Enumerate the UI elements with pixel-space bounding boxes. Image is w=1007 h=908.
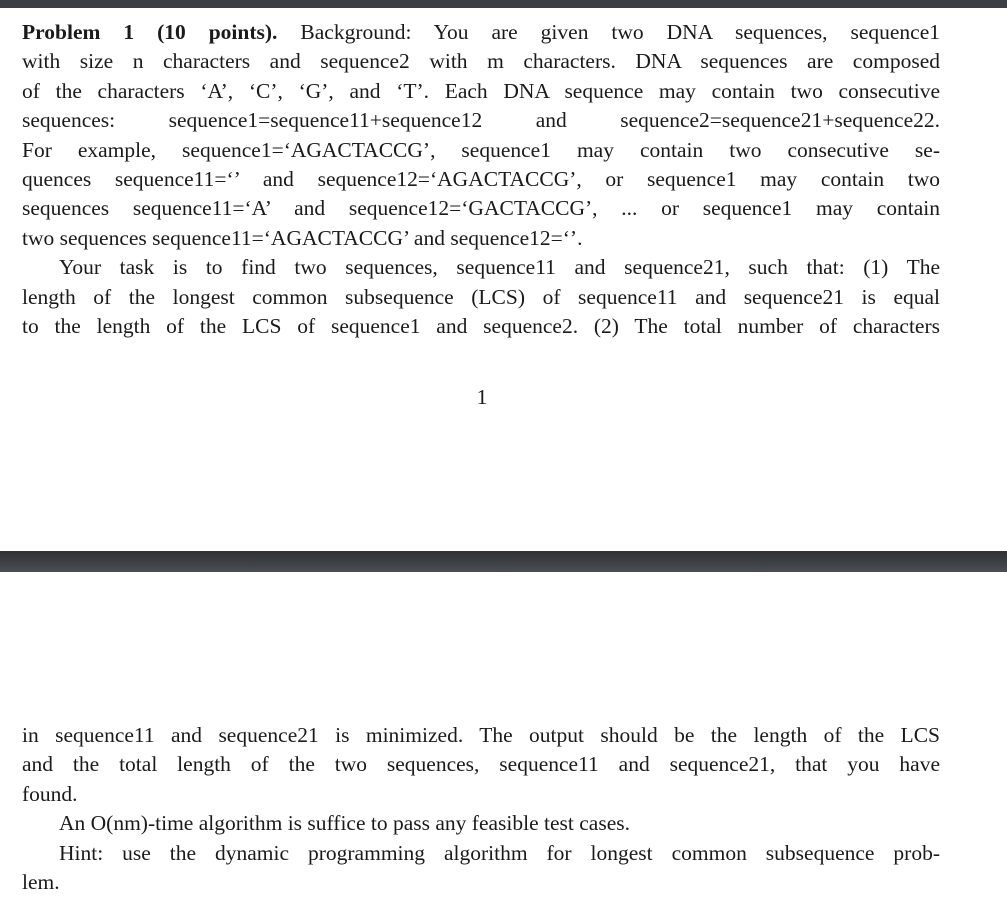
problem-text-page-1 xyxy=(22,18,940,341)
page-number: 1 xyxy=(476,385,488,409)
text-line: two sequences sequence11=‘AGACTACCG’ and sequence12=‘’. xyxy=(22,225,583,250)
text-line: lem. xyxy=(22,869,60,894)
page-separator xyxy=(0,551,1007,572)
text-line: to the length of the LCS of sequence1 and sequence2. (2) The total number of characters xyxy=(22,313,940,338)
text-line: quences sequence11=‘’ and sequence12=‘AGACTACCG’, or sequence1 may contain two xyxy=(22,166,940,191)
problem-heading: Problem 1 (10 points). xyxy=(22,20,278,44)
text-line: For example, sequence1=‘AGACTACCG’, sequence1 may contain two consecutive se- xyxy=(22,137,940,162)
viewer-top-bar xyxy=(0,0,1007,8)
text-line: length of the longest common subsequence (LCS) of sequence11 and sequence21 is equal xyxy=(22,284,940,309)
text-line: Hint: use the dynamic programming algorithm for longest common subsequence prob- xyxy=(59,840,940,865)
text-line: in sequence11 and sequence21 is minimized. The output should be the length of the LCS xyxy=(22,723,940,747)
text-line: of the characters ‘A’, ‘C’, ‘G’, and ‘T’. Each DNA sequence may contain two consecutive xyxy=(22,78,940,103)
text-line: sequences sequence11=‘A’ and sequence12=‘GACTACCG’, ... or sequence1 may contain xyxy=(22,196,940,221)
text-line: with size n characters and sequence2 with m characters. DNA sequences are composed xyxy=(22,49,940,74)
text-line: sequences: sequence1=sequence11+sequence12 and sequence2=sequence21+sequence22. xyxy=(22,108,940,133)
text-line: Your task is to find two sequences, sequence11 and sequence21, such that: (1) The xyxy=(59,255,940,280)
text-line: and the total length of the two sequences, sequence11 and sequence21, that you have xyxy=(22,752,940,777)
text-line: found. xyxy=(22,781,78,806)
problem-text-page-2 xyxy=(22,721,940,897)
text-line: An O(nm)-time algorithm is suffice to pass any feasible test cases. xyxy=(59,811,630,836)
text-line: Problem 1 (10 points). Background: You are given two DNA sequences, sequence1 xyxy=(22,20,940,44)
